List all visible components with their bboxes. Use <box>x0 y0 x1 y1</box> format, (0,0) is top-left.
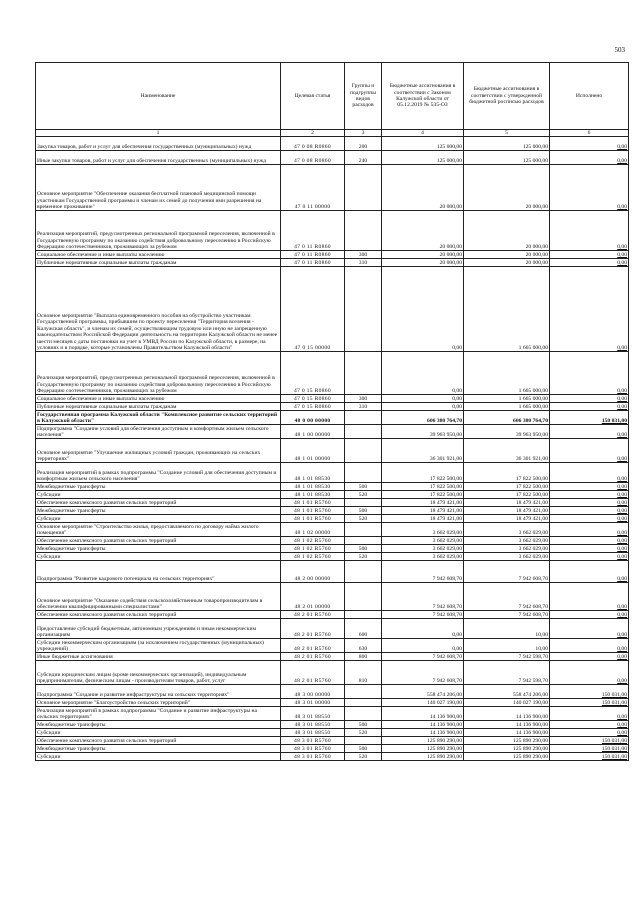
cell-approved: 1 665 000,00 <box>464 395 550 403</box>
cell-code: 48 2 01 R5760 <box>281 619 345 639</box>
cell-code: 48 3 01 88550 <box>281 729 345 737</box>
cell-law: 0,00 <box>382 619 464 639</box>
cell-law: 18 479 421,00 <box>382 499 464 507</box>
table-row <box>36 395 629 403</box>
cell-law: 7 942 608,70 <box>382 583 464 611</box>
cell-code: 47 0 08 R0860 <box>281 137 345 151</box>
cell-exec: 0,00 <box>550 653 629 661</box>
table-row <box>36 699 629 707</box>
cell-group <box>345 211 382 251</box>
cell-name: Обеспечение комплексного развития сельских территорий <box>36 611 281 619</box>
cell-law: 3 662 029,00 <box>382 553 464 561</box>
cell-approved: 20 000,00 <box>464 251 550 259</box>
cell-law: 7 942 608,70 <box>382 561 464 583</box>
cell-approved: 3 662 029,00 <box>464 537 550 545</box>
table-row <box>36 737 629 745</box>
cell-law: 125 890 290,00 <box>382 737 464 745</box>
cell-name: Государственная программа Калужской области "Комплексное развитие сельских территорий в Калужской области" <box>36 411 281 425</box>
cell-group: 500 <box>345 721 382 729</box>
cell-exec: 0,00 <box>550 137 629 151</box>
table-row <box>36 653 629 661</box>
cell-approved: 18 479 421,00 <box>464 515 550 523</box>
cell-law: 39 963 950,00 <box>382 425 464 439</box>
cell-name: Социальное обеспечение и иные выплаты населению <box>36 251 281 259</box>
cell-group: 520 <box>345 515 382 523</box>
cell-approved: 10,00 <box>464 639 550 653</box>
cell-exec: 0,00 <box>550 619 629 639</box>
cell-name: Предоставление субсидий бюджетным, автономным учреждениям и иным некоммерческим организациям <box>36 619 281 639</box>
cell-name: Субсидии <box>36 753 281 761</box>
cell-name: Закупка товаров, работ и услуг для обеспечения государственных (муниципальных) нужд <box>36 137 281 151</box>
cell-exec: 0,00 <box>550 611 629 619</box>
budget-table <box>35 62 629 761</box>
cell-approved: 17 822 500,00 <box>464 463 550 483</box>
cell-approved: 17 822 500,00 <box>464 483 550 491</box>
cell-exec: 0,00 <box>550 537 629 545</box>
cell-law: 7 942 608,70 <box>382 653 464 661</box>
page-number: 503 <box>614 46 625 54</box>
cell-group: 600 <box>345 619 382 639</box>
table-row <box>36 137 629 151</box>
cell-code: 48 2 01 R5760 <box>281 639 345 653</box>
cell-approved: 7 942 608,70 <box>464 561 550 583</box>
cell-approved: 14 136 900,00 <box>464 729 550 737</box>
cell-exec: 150 031,00 <box>550 745 629 753</box>
cell-exec: 0,00 <box>550 583 629 611</box>
header-code: Целевая статья <box>281 63 345 130</box>
cell-exec: 0,00 <box>550 721 629 729</box>
cell-approved: 125 890 290,00 <box>464 745 550 753</box>
cell-law: 3 662 029,00 <box>382 545 464 553</box>
cell-name: Межбюджетные трансферты <box>36 545 281 553</box>
cell-group: 520 <box>345 729 382 737</box>
cell-approved: 1 665 000,00 <box>464 267 550 352</box>
cell-name: Основное мероприятие "Улучшение жилищных условий граждан, проживающих на сельских территориях" <box>36 439 281 463</box>
cell-exec: 0,00 <box>550 561 629 583</box>
table-row <box>36 507 629 515</box>
cell-law: 20 000,00 <box>382 211 464 251</box>
cell-approved: 39 963 950,00 <box>464 425 550 439</box>
index-cell: 1 <box>36 130 281 137</box>
cell-exec: 0,00 <box>550 545 629 553</box>
index-row <box>36 130 629 137</box>
table-row <box>36 545 629 553</box>
cell-exec: 150 031,00 <box>550 685 629 699</box>
cell-exec: 0,00 <box>550 259 629 267</box>
cell-group: 240 <box>345 151 382 165</box>
cell-group <box>345 463 382 483</box>
header-name: Наименование <box>36 63 281 130</box>
cell-law: 3 662 029,00 <box>382 523 464 537</box>
cell-code: 47 0 11 R0860 <box>281 259 345 267</box>
cell-group <box>345 537 382 545</box>
table-row <box>36 499 629 507</box>
cell-exec: 0,00 <box>550 165 629 211</box>
cell-approved: 1 665 000,00 <box>464 403 550 411</box>
cell-code: 48 2 01 00000 <box>281 583 345 611</box>
cell-group: 300 <box>345 395 382 403</box>
cell-group: 310 <box>345 259 382 267</box>
cell-code: 48 1 01 88530 <box>281 491 345 499</box>
cell-group <box>345 737 382 745</box>
table-row <box>36 483 629 491</box>
cell-exec: 0,00 <box>550 151 629 165</box>
cell-exec: 0,00 <box>550 507 629 515</box>
header-approved: Бюджетные ассигнования в соответствии с утвержденной бюджетной росписью расходов <box>464 63 550 130</box>
cell-exec: 0,00 <box>550 463 629 483</box>
cell-name: Субсидии <box>36 729 281 737</box>
cell-exec: 0,00 <box>550 729 629 737</box>
cell-group: 520 <box>345 553 382 561</box>
cell-code: 48 1 02 R5760 <box>281 537 345 545</box>
cell-group <box>345 499 382 507</box>
cell-group <box>345 425 382 439</box>
cell-code: 48 1 00 00000 <box>281 425 345 439</box>
cell-law: 0,00 <box>382 395 464 403</box>
cell-name: Социальное обеспечение и иные выплаты населению <box>36 395 281 403</box>
cell-code: 48 1 01 R5760 <box>281 507 345 515</box>
cell-approved: 20 000,00 <box>464 211 550 251</box>
table-row <box>36 583 629 611</box>
cell-name: Реализация мероприятий, предусмотренных региональной программой переселения, включенной в Государственную программу по оказанию содействия добровольному переселению в Российскую Федерацию соотечественников, проживающих за рубежом <box>36 352 281 395</box>
cell-exec: 0,00 <box>550 425 629 439</box>
cell-group: 200 <box>345 137 382 151</box>
cell-name: Иные закупки товаров, работ и услуг для обеспечения государственных (муниципальных) нужд <box>36 151 281 165</box>
table-row <box>36 439 629 463</box>
cell-approved: 140 027 190,00 <box>464 699 550 707</box>
cell-exec: 0,00 <box>550 267 629 352</box>
cell-name: Основное мероприятие "Обеспечение оказания бесплатной плановой медицинской помощи участникам Государственной программы и членам их семей до получения ими разрешения на временное проживание" <box>36 165 281 211</box>
cell-code: 48 3 00 00000 <box>281 685 345 699</box>
cell-group <box>345 523 382 537</box>
cell-name: Реализация мероприятий в рамках подпрограммы "Создание и развитие инфраструктуры на сельских территориях" <box>36 707 281 721</box>
header-exec: Исполнено <box>550 63 629 130</box>
cell-code: 47 0 08 R0860 <box>281 151 345 165</box>
cell-approved: 14 136 900,00 <box>464 721 550 729</box>
cell-code: 48 0 00 00000 <box>281 411 345 425</box>
cell-name: Субсидии <box>36 491 281 499</box>
cell-approved: 606 380 764,70 <box>464 411 550 425</box>
cell-name: Подпрограмма "Развитие кадрового потенциала на сельских территориях" <box>36 561 281 583</box>
cell-code: 48 2 00 00000 <box>281 561 345 583</box>
cell-approved: 125 000,00 <box>464 151 550 165</box>
table-row <box>36 411 629 425</box>
cell-code: 48 1 02 00000 <box>281 523 345 537</box>
cell-law: 0,00 <box>382 352 464 395</box>
cell-name: Межбюджетные трансферты <box>36 745 281 753</box>
cell-group <box>345 267 382 352</box>
cell-approved: 20 000,00 <box>464 165 550 211</box>
cell-group <box>345 685 382 699</box>
cell-group <box>345 561 382 583</box>
cell-code: 48 1 02 R5760 <box>281 553 345 561</box>
cell-group <box>345 411 382 425</box>
cell-law: 0,00 <box>382 267 464 352</box>
index-cell: 4 <box>382 130 464 137</box>
cell-law: 0,00 <box>382 403 464 411</box>
cell-name: Публичные нормативные социальные выплаты гражданам <box>36 403 281 411</box>
table-row <box>36 561 629 583</box>
table-row <box>36 745 629 753</box>
cell-exec: 150 031,00 <box>550 737 629 745</box>
cell-law: 17 822 500,00 <box>382 463 464 483</box>
cell-group: 800 <box>345 653 382 661</box>
cell-group: 520 <box>345 491 382 499</box>
cell-exec: 0,00 <box>550 251 629 259</box>
header-row <box>36 63 629 130</box>
cell-name: Межбюджетные трансферты <box>36 507 281 515</box>
cell-approved: 125 000,00 <box>464 137 550 151</box>
cell-group: 500 <box>345 507 382 515</box>
cell-group <box>345 699 382 707</box>
cell-exec: 0,00 <box>550 352 629 395</box>
cell-group: 500 <box>345 745 382 753</box>
cell-law: 20 000,00 <box>382 251 464 259</box>
header-group: Группы и подгруппы видов расходов <box>345 63 382 130</box>
cell-group <box>345 583 382 611</box>
table-row <box>36 267 629 352</box>
table-row <box>36 729 629 737</box>
cell-exec: 150 031,00 <box>550 411 629 425</box>
cell-law: 36 301 921,00 <box>382 439 464 463</box>
cell-exec: 0,00 <box>550 661 629 685</box>
cell-code: 48 1 02 R5760 <box>281 545 345 553</box>
cell-law: 125 890 290,00 <box>382 745 464 753</box>
cell-approved: 3 662 029,00 <box>464 523 550 537</box>
cell-approved: 558 474 206,00 <box>464 685 550 699</box>
table-row <box>36 259 629 267</box>
table-row <box>36 425 629 439</box>
table-row <box>36 523 629 537</box>
cell-approved: 36 301 921,00 <box>464 439 550 463</box>
cell-name: Субсидии юридическим лицам (кроме некоммерческих организаций), индивидуальным предпринимателям, физическим лицам - производителям товаров, работ, услуг <box>36 661 281 685</box>
cell-group <box>345 611 382 619</box>
cell-exec: 0,00 <box>550 211 629 251</box>
table-row <box>36 661 629 685</box>
cell-name: Реализация мероприятий в рамках подпрограммы "Создание условий для обеспечения доступным и комфортным жильем сельского населения" <box>36 463 281 483</box>
cell-exec: 0,00 <box>550 499 629 507</box>
cell-code: 47 0 15 R0860 <box>281 352 345 395</box>
index-cell: 2 <box>281 130 345 137</box>
cell-approved: 7 942 608,70 <box>464 583 550 611</box>
cell-name: Подпрограмма "Создание условий для обеспечения доступным и комфортным жильем сельского населения" <box>36 425 281 439</box>
cell-law: 606 380 764,70 <box>382 411 464 425</box>
cell-approved: 20 000,00 <box>464 259 550 267</box>
header-law: Бюджетные ассигнования в соответствии с Законом Калужской области от 05.12.2019 № 535-ОЗ <box>382 63 464 130</box>
cell-law: 558 474 206,00 <box>382 685 464 699</box>
cell-exec: 0,00 <box>550 639 629 653</box>
cell-approved: 7 942 608,70 <box>464 611 550 619</box>
table-row <box>36 639 629 653</box>
index-cell: 5 <box>464 130 550 137</box>
cell-name: Иные бюджетные ассигнования <box>36 653 281 661</box>
cell-name: Основное мероприятие "Выплата единовременного пособия на обустройство участникам Государственной программы, прибывшим по проекту переселения "Территория вселения - Калужская область", и членам их семей, осуществляющим трудовую или иную не запрещенную законодательством Российской Федерации деятельность на территории Калужской области не менее шести месяцев с даты постановки на учет в УМВД России по Калужской области, в размере, на условиях и в порядке, которые установлены Правительством Калужской области" <box>36 267 281 352</box>
cell-group: 310 <box>345 403 382 411</box>
cell-law: 17 822 500,00 <box>382 483 464 491</box>
cell-code: 47 0 11 00000 <box>281 165 345 211</box>
cell-group: 810 <box>345 661 382 685</box>
cell-code: 48 1 01 88530 <box>281 483 345 491</box>
cell-approved: 18 479 421,00 <box>464 507 550 515</box>
cell-name: Субсидии некоммерческим организациям (за исключением государственных (муниципальных) учреждений) <box>36 639 281 653</box>
cell-code: 47 0 15 00000 <box>281 267 345 352</box>
cell-code: 48 2 01 R5760 <box>281 661 345 685</box>
cell-name: Публичные нормативные социальные выплаты гражданам <box>36 259 281 267</box>
cell-exec: 0,00 <box>550 707 629 721</box>
cell-code: 48 3 01 R5760 <box>281 737 345 745</box>
cell-exec: 0,00 <box>550 523 629 537</box>
cell-law: 125 000,00 <box>382 151 464 165</box>
cell-approved: 14 136 900,00 <box>464 707 550 721</box>
cell-code: 48 1 01 R5760 <box>281 515 345 523</box>
cell-code: 48 2 01 R5760 <box>281 653 345 661</box>
cell-law: 18 479 421,00 <box>382 515 464 523</box>
cell-approved: 3 662 029,00 <box>464 553 550 561</box>
cell-law: 17 822 500,00 <box>382 491 464 499</box>
cell-name: Обеспечение комплексного развития сельских территорий <box>36 499 281 507</box>
table-row <box>36 537 629 545</box>
cell-group: 500 <box>345 483 382 491</box>
cell-exec: 0,00 <box>550 403 629 411</box>
index-cell: 6 <box>550 130 629 137</box>
cell-approved: 1 665 000,00 <box>464 352 550 395</box>
cell-group: 500 <box>345 545 382 553</box>
table-row <box>36 352 629 395</box>
cell-name: Основное мероприятие "Благоустройство сельских территорий" <box>36 699 281 707</box>
cell-code: 48 3 01 R5760 <box>281 745 345 753</box>
cell-law: 20 000,00 <box>382 165 464 211</box>
cell-group: 300 <box>345 251 382 259</box>
table-row <box>36 151 629 165</box>
cell-exec: 150 031,00 <box>550 699 629 707</box>
cell-law: 18 479 421,00 <box>382 507 464 515</box>
cell-exec: 0,00 <box>550 491 629 499</box>
cell-approved: 7 942 598,70 <box>464 661 550 685</box>
table-row <box>36 251 629 259</box>
cell-code: 47 0 15 R0860 <box>281 395 345 403</box>
cell-exec: 0,00 <box>550 553 629 561</box>
cell-group <box>345 165 382 211</box>
cell-approved: 3 662 029,00 <box>464 545 550 553</box>
cell-code: 48 3 01 88550 <box>281 721 345 729</box>
cell-name: Обеспечение комплексного развития сельских территорий <box>36 737 281 745</box>
cell-exec: 0,00 <box>550 439 629 463</box>
index-cell: 3 <box>345 130 382 137</box>
cell-code: 48 3 01 00000 <box>281 699 345 707</box>
cell-approved: 125 890 290,00 <box>464 753 550 761</box>
table-row <box>36 553 629 561</box>
cell-group <box>345 352 382 395</box>
cell-exec: 0,00 <box>550 395 629 403</box>
cell-exec: 0,00 <box>550 483 629 491</box>
cell-law: 0,00 <box>382 639 464 653</box>
cell-name: Реализация мероприятий, предусмотренных региональной программой переселения, включенной в Государственную программу по оказанию содействия добровольному переселению в Российскую Федерацию соотечественников, проживающих за рубежом <box>36 211 281 251</box>
table-row <box>36 403 629 411</box>
cell-name: Подпрограмма "Создание и развитие инфраструктуры на сельских территориях" <box>36 685 281 699</box>
cell-name: Обеспечение комплексного развития сельских территорий <box>36 537 281 545</box>
cell-code: 48 1 01 88530 <box>281 463 345 483</box>
cell-approved: 10,00 <box>464 619 550 639</box>
cell-law: 125 890 290,00 <box>382 753 464 761</box>
table-row <box>36 211 629 251</box>
cell-name: Субсидии <box>36 553 281 561</box>
table-row <box>36 515 629 523</box>
cell-code: 48 1 01 R5760 <box>281 499 345 507</box>
table-row <box>36 753 629 761</box>
cell-approved: 7 942 598,70 <box>464 653 550 661</box>
cell-exec: 0,00 <box>550 515 629 523</box>
cell-name: Основное мероприятие "Строительство жилья, предоставляемого по договору найма жилого помещения" <box>36 523 281 537</box>
cell-name: Субсидии <box>36 515 281 523</box>
cell-group: 630 <box>345 639 382 653</box>
cell-law: 7 942 608,70 <box>382 661 464 685</box>
cell-law: 125 000,00 <box>382 137 464 151</box>
cell-code: 48 3 01 88550 <box>281 707 345 721</box>
cell-code: 48 3 01 R5760 <box>281 753 345 761</box>
cell-name: Межбюджетные трансферты <box>36 721 281 729</box>
cell-law: 3 662 029,00 <box>382 537 464 545</box>
table-row <box>36 619 629 639</box>
table-row <box>36 721 629 729</box>
table-row <box>36 707 629 721</box>
cell-exec: 150 031,00 <box>550 753 629 761</box>
cell-approved: 125 890 290,00 <box>464 737 550 745</box>
cell-law: 140 027 190,00 <box>382 699 464 707</box>
cell-law: 20 000,00 <box>382 259 464 267</box>
cell-code: 47 0 15 R0860 <box>281 403 345 411</box>
cell-law: 14 136 900,00 <box>382 707 464 721</box>
cell-code: 48 1 01 00000 <box>281 439 345 463</box>
cell-approved: 17 822 500,00 <box>464 491 550 499</box>
cell-code: 47 0 11 R0860 <box>281 251 345 259</box>
cell-group: 520 <box>345 753 382 761</box>
table-row <box>36 685 629 699</box>
cell-name: Основное мероприятие "Оказание содействия сельскохозяйственным товаропроизводителям в обеспечении квалифицированными специалистами" <box>36 583 281 611</box>
cell-law: 7 942 608,70 <box>382 611 464 619</box>
cell-group <box>345 707 382 721</box>
cell-approved: 18 479 421,00 <box>464 499 550 507</box>
cell-code: 48 2 01 R5760 <box>281 611 345 619</box>
cell-name: Межбюджетные трансферты <box>36 483 281 491</box>
table-row <box>36 165 629 211</box>
cell-law: 14 136 900,00 <box>382 729 464 737</box>
cell-group <box>345 439 382 463</box>
cell-code: 47 0 11 R0860 <box>281 211 345 251</box>
table-row <box>36 491 629 499</box>
table-row <box>36 611 629 619</box>
table-row <box>36 463 629 483</box>
cell-law: 14 136 900,00 <box>382 721 464 729</box>
